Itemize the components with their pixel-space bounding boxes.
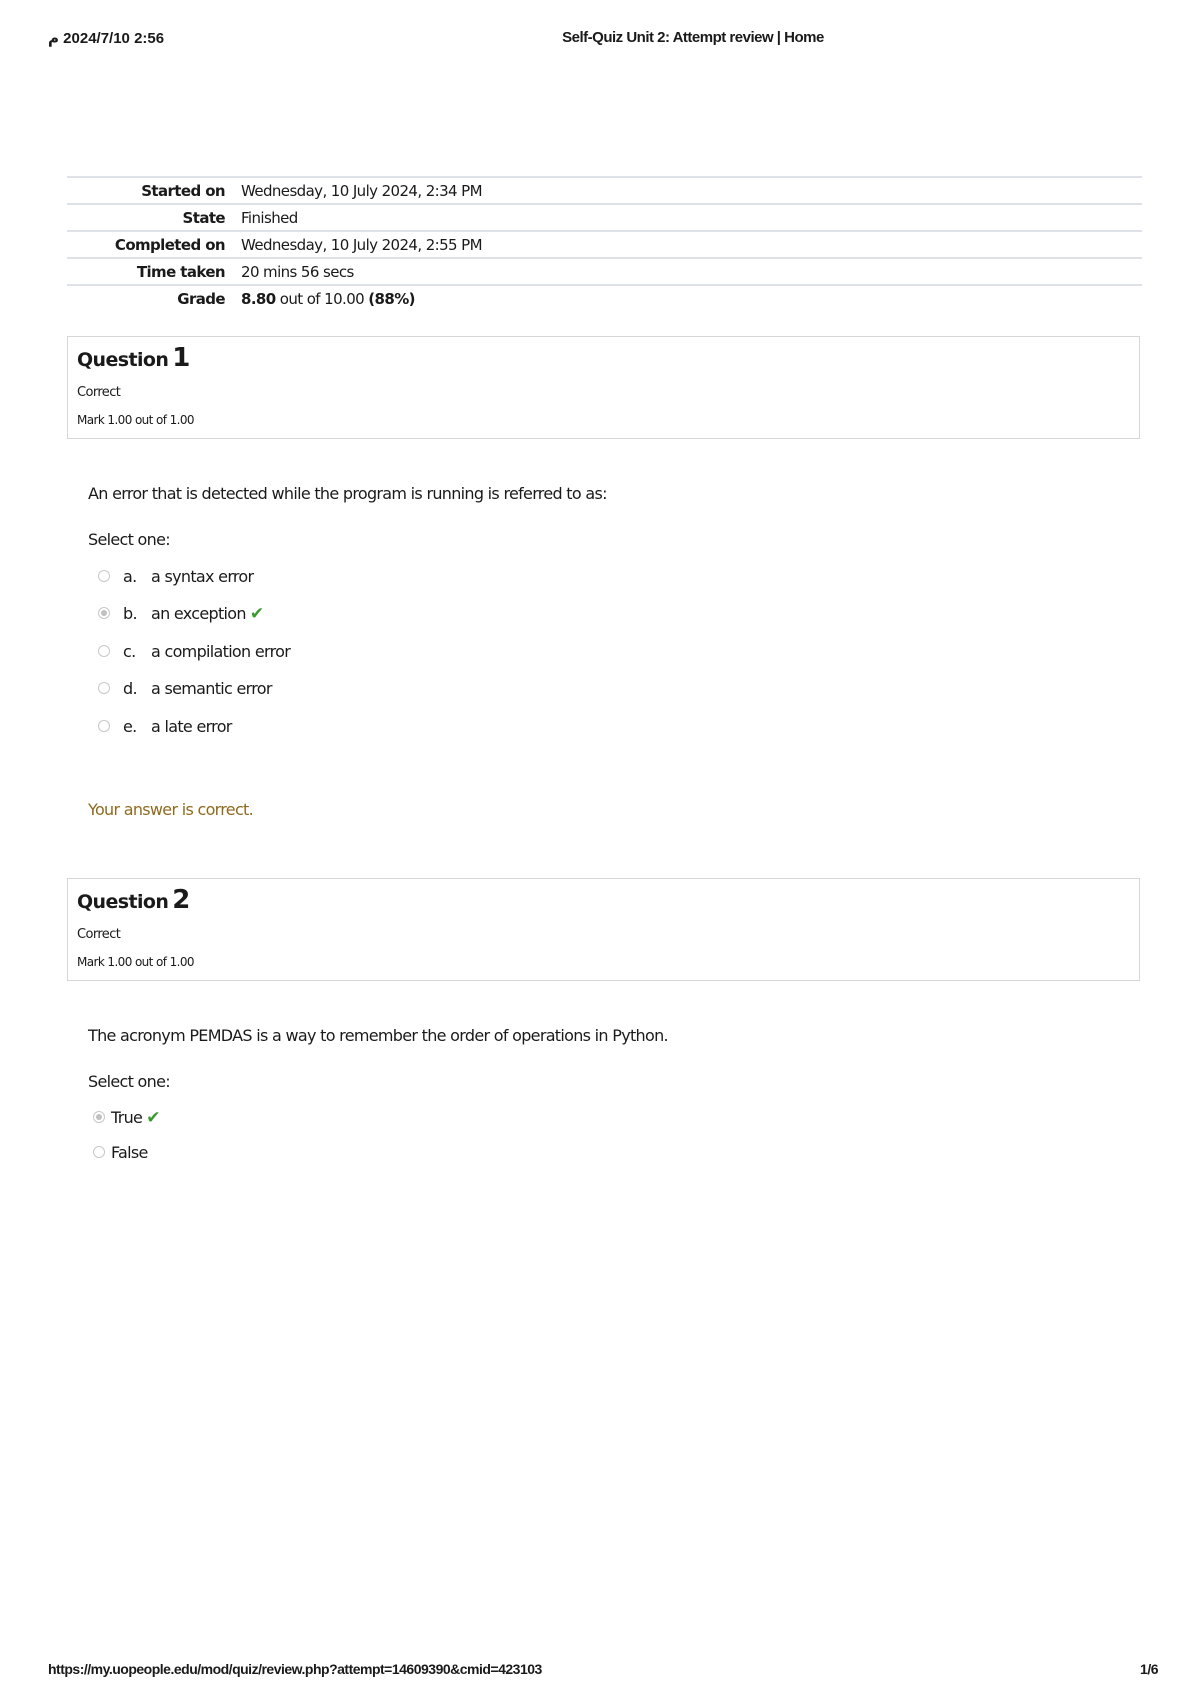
summary-label: Time taken <box>136 262 225 281</box>
radio-button[interactable] <box>98 682 110 694</box>
option-text: a syntax error <box>151 567 254 586</box>
summary-row-completed <box>67 231 1142 258</box>
grade-out-of: out of 10.00 <box>279 290 365 308</box>
print-date: ‏2:56 2024/7/10 م <box>48 30 165 47</box>
summary-value: Wednesday, 10 July 2024, 2:55 PM <box>241 235 482 254</box>
summary-label: State <box>182 208 225 227</box>
question-number: 1 <box>172 343 190 373</box>
question-1-info <box>67 336 1140 439</box>
grade-value <box>239 285 1142 312</box>
select-one-label: Select one: <box>88 530 170 549</box>
check-icon: ✔ <box>146 1108 160 1128</box>
question-state: Correct <box>77 385 121 400</box>
print-page-title: Self-Quiz Unit 2: Attempt review | Home <box>562 29 824 46</box>
print-header <box>0 29 1200 51</box>
summary-row-time-taken <box>67 258 1142 285</box>
select-one-label: Select one: <box>88 1072 170 1091</box>
question-title <box>77 343 190 373</box>
question-text: The acronym PEMDAS is a way to remember the order of operations in Python. <box>88 1026 668 1045</box>
question-2-text <box>88 1026 668 1045</box>
question-state: Correct <box>77 927 121 942</box>
question-text: An error that is detected while the program is running is referred to as: <box>88 484 607 503</box>
grade-score: 8.80 <box>241 290 276 308</box>
summary-label: Grade <box>177 290 225 308</box>
summary-value: Wednesday, 10 July 2024, 2:34 PM <box>241 181 482 200</box>
radio-button[interactable] <box>98 645 110 657</box>
option-letter: a. <box>123 567 137 586</box>
radio-button[interactable] <box>98 720 110 732</box>
answer-option-a[interactable] <box>98 567 253 591</box>
attempt-summary-table <box>67 176 1142 312</box>
question-number: 2 <box>172 885 190 915</box>
question-1-select-prompt <box>88 530 170 549</box>
summary-value: Finished <box>241 208 298 227</box>
option-text: a semantic error <box>151 679 272 698</box>
question-label: Question <box>77 891 169 913</box>
radio-button-selected[interactable] <box>93 1111 105 1123</box>
radio-button[interactable] <box>93 1146 105 1158</box>
question-2-info <box>67 878 1140 981</box>
summary-row-grade <box>67 285 1142 312</box>
answer-option-d[interactable] <box>98 679 272 703</box>
option-text: a compilation error <box>151 642 291 661</box>
option-text: a late error <box>151 717 232 736</box>
radio-button[interactable] <box>98 570 110 582</box>
page-url: https://my.uopeople.edu/mod/quiz/review.php?attempt=14609390&cmid=423103 <box>48 1661 542 1677</box>
answer-option-c[interactable] <box>98 642 290 666</box>
radio-button-selected[interactable] <box>98 607 110 619</box>
question-mark: Mark 1.00 out of 1.00 <box>77 413 194 427</box>
option-text: False <box>111 1143 148 1162</box>
answer-option-e[interactable] <box>98 717 232 741</box>
summary-row-started <box>67 177 1142 204</box>
question-mark: Mark 1.00 out of 1.00 <box>77 955 194 969</box>
option-letter: d. <box>123 679 137 698</box>
grade-percent: (88%) <box>368 290 415 308</box>
summary-value: 20 mins 56 secs <box>241 262 354 281</box>
question-1-text <box>88 484 607 503</box>
check-icon: ✔ <box>249 604 264 624</box>
answer-option-true[interactable] <box>93 1108 160 1132</box>
summary-row-state <box>67 204 1142 231</box>
question-title <box>77 885 190 915</box>
answer-option-b[interactable] <box>98 604 263 628</box>
question-label: Question <box>77 349 169 371</box>
answer-feedback: Your answer is correct. <box>88 800 253 819</box>
page-number: 1/6 <box>1140 1661 1158 1677</box>
question-2-select-prompt <box>88 1072 170 1091</box>
option-text: an exception <box>151 604 246 623</box>
option-letter: e. <box>123 717 137 736</box>
summary-label: Started on <box>141 181 225 200</box>
option-letter: c. <box>123 642 136 661</box>
option-letter: b. <box>123 604 137 623</box>
option-text: True <box>111 1108 143 1127</box>
answer-option-false[interactable] <box>93 1143 148 1167</box>
summary-label: Completed on <box>114 235 225 254</box>
